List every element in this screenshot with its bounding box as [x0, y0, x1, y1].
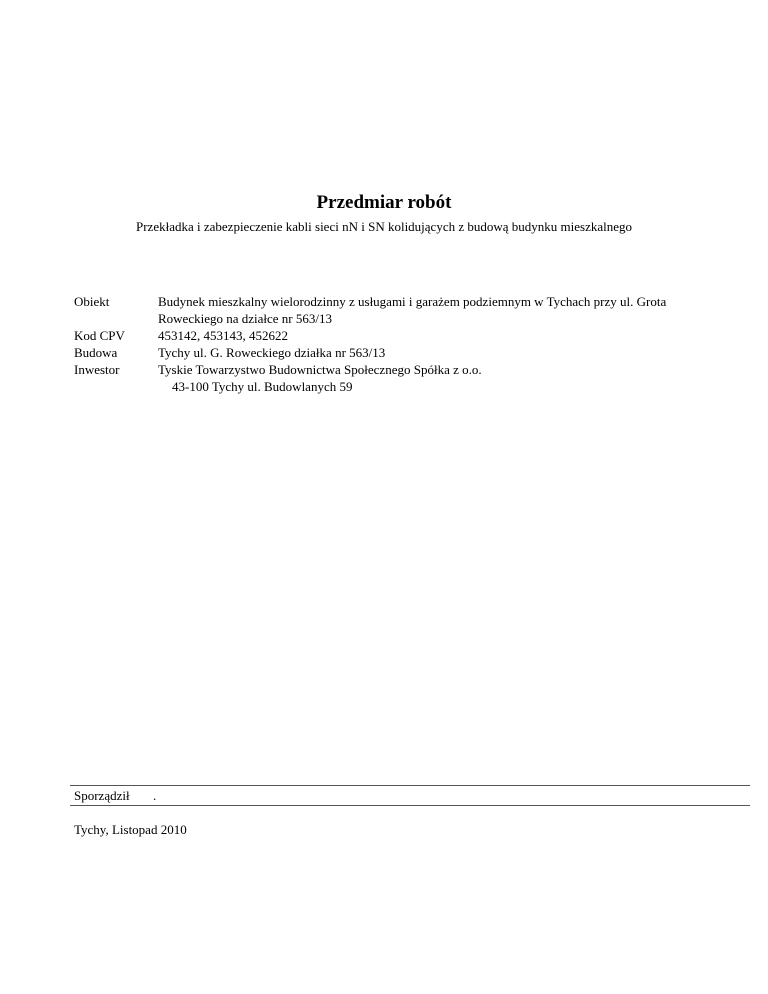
info-value: [158, 327, 674, 344]
info-label: Budowa: [74, 345, 118, 360]
document-subtitle: Przekładka i zabezpieczenie kabli sieci nN i SN kolidujących z budową budynku mieszkalnego: [136, 219, 632, 234]
info-value-line: Budynek mieszkalny wielorodzinny z usługami i garażem podziemnym w Tychach przy ul. Grota: [158, 294, 667, 309]
place-and-date: Tychy, Listopad 2010: [74, 822, 187, 837]
info-value-line: Roweckiego na działce nr 563/13: [158, 311, 332, 326]
project-info: [74, 293, 674, 395]
divider-bottom: [70, 805, 750, 806]
info-row-kod-cpv: [74, 327, 674, 344]
info-label: Obiekt: [74, 294, 110, 309]
prepared-by-value: .: [153, 788, 157, 803]
prepared-by-label: Sporządził: [74, 788, 130, 803]
info-label: Inwestor: [74, 362, 120, 377]
info-value: [158, 361, 674, 395]
info-row-inwestor: [74, 361, 674, 395]
info-value-line: 453142, 453143, 452622: [158, 328, 288, 343]
info-value-line: Tyskie Towarzystwo Budownictwa Społecznego Spółka z o.o.: [158, 362, 482, 377]
info-row-budowa: [74, 344, 674, 361]
info-value-line: 43-100 Tychy ul. Budowlanych 59: [172, 379, 353, 394]
info-value: [158, 293, 674, 327]
info-label: Kod CPV: [74, 328, 125, 343]
prepared-by: [74, 787, 156, 804]
info-value-line: Tychy ul. G. Roweckiego działka nr 563/13: [158, 345, 386, 360]
info-value: [158, 344, 674, 361]
info-row-obiekt: [74, 293, 674, 327]
divider-top: [70, 785, 750, 786]
document-title: Przedmiar robót: [316, 192, 452, 213]
